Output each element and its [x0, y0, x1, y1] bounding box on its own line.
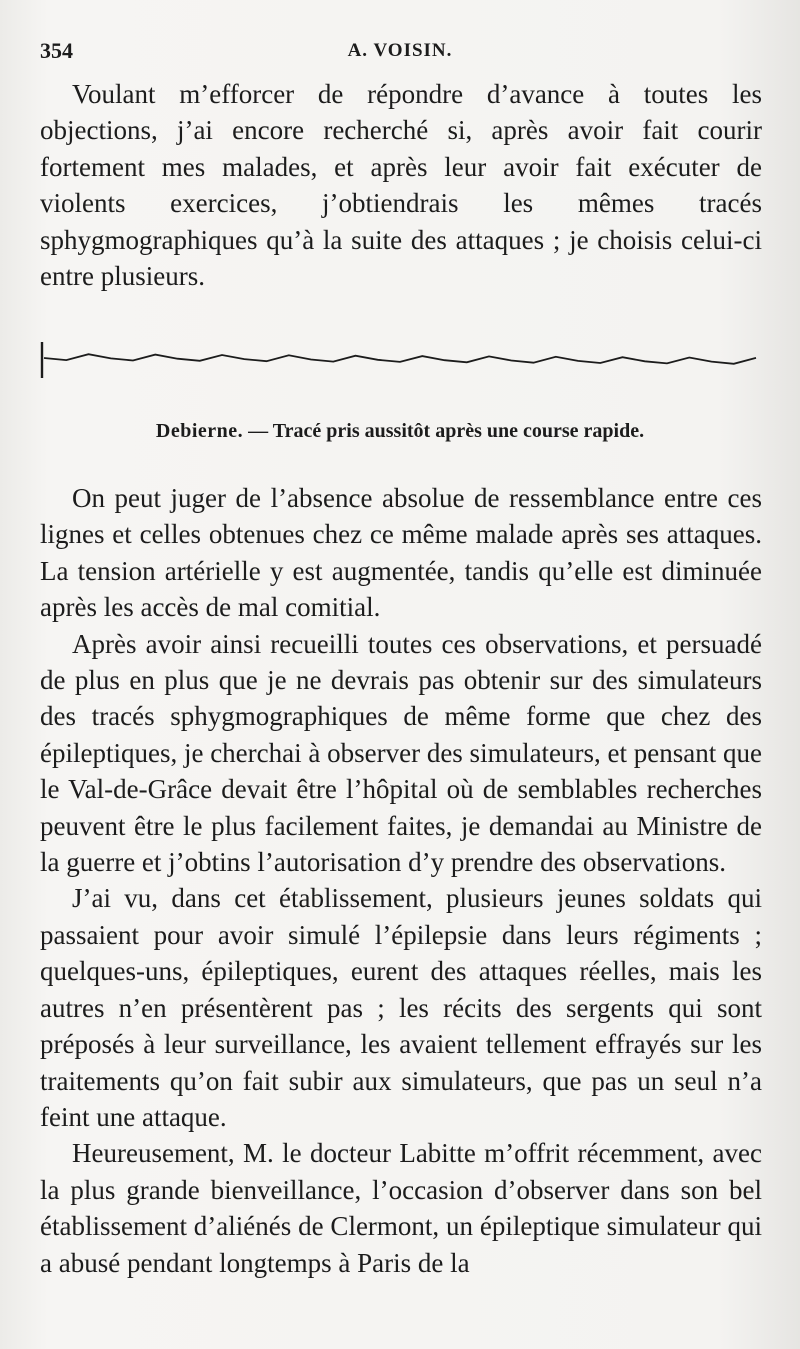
sphygmograph-trace-figure — [40, 330, 760, 410]
running-head: A. VOISIN. — [347, 40, 453, 61]
paragraph: Après avoir ainsi recueilli toutes ces observations, et persuadé de plus en plus que je ne devrais pas obtenir sur des simulateurs des tracés sphygmographiques de même forme que chez des épileptiques, je cherchai à observer des simulateurs, et pensant que le Val-de-Grâce devait être l’hôpital où de semblables recherches peuvent être le plus facilement faites, je demandai au Ministre de la guerre et j’obtins l’autorisation d’y prendre des observations. — [40, 628, 762, 878]
paragraph: J’ai vu, dans cet établissement, plusieurs jeunes soldats qui passaient pour avoir simulé l’épilepsie dans leurs régiments ; quelques-uns, épileptiques, eurent des attaques réelles, mais les autres n’en présentèrent pas ; les récits des sergents qui sont préposés à leur surveillance, les avaient tellement effrayés sur les traitements qu’on fait subir aux simulateurs, que pas un seul n’a feint une attaque. — [40, 883, 762, 1132]
figure-caption — [40, 420, 760, 443]
caption-patient-name: Debierne. — [155, 420, 244, 442]
paragraph: Heureusement, M. le docteur Labitte m’offrit récemment, avec la plus grande bienveillance, l’occasion d’observer dans son bel établissement d’aliénés de Clermont, un épileptique simulateur qui a abusé pendant longtemps à Paris de la — [40, 1138, 762, 1278]
pulse-trace-line — [44, 354, 756, 364]
page-number: 354 — [40, 38, 73, 63]
caption-description: — Tracé pris aussitôt après une course rapide. — [243, 420, 645, 442]
paragraph: On peut juger de l’absence absolue de ressemblance entre ces lignes et celles obtenues chez ce même malade après ses attaques. La tension artérielle y est augmentée, tandis qu’elle est diminuée après les accès de mal comitial. — [40, 483, 762, 623]
page-header — [40, 38, 760, 68]
opening-paragraph-block — [40, 76, 762, 294]
sphygmograph-trace — [40, 330, 760, 410]
body-text-block — [40, 480, 762, 1281]
paragraph: Voulant m’efforcer de répondre d’avance à toutes les objections, j’ai encore recherché si, après avoir fait courir fortement mes malades, et après leur avoir fait exécuter de violents exercices, j’obtiendrais les mêmes tracés sphygmographiques qu’à la suite des attaques ; je choisis celui-ci entre plusieurs. — [40, 79, 762, 292]
